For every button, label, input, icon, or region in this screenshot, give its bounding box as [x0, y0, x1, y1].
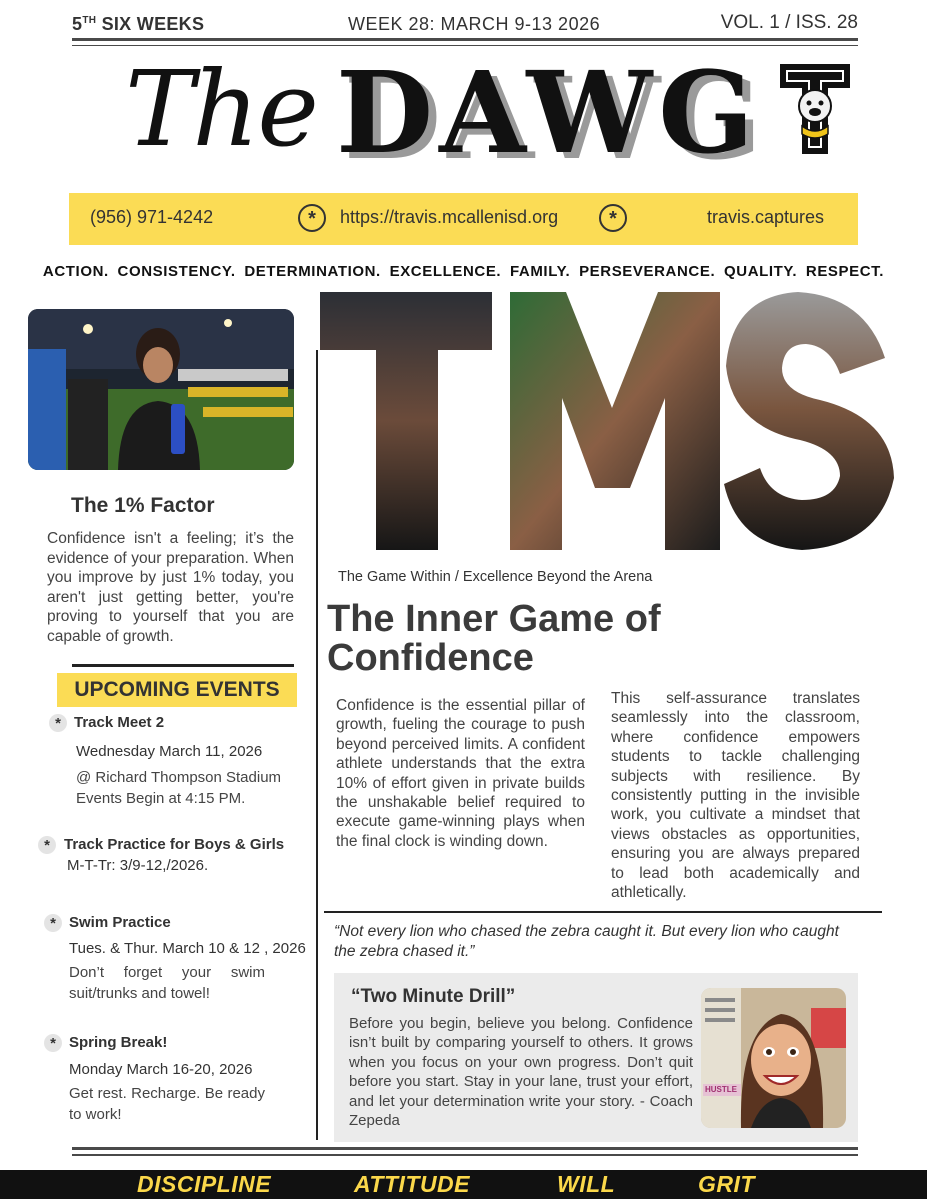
athlete-photo — [28, 309, 294, 470]
header-rule — [72, 38, 858, 46]
event-title: Track Meet 2 — [74, 714, 165, 731]
footer-word-discipline: DISCIPLINE — [137, 1171, 272, 1197]
event-detail: Get rest. Recharge. Be ready to work! — [69, 1085, 265, 1123]
quote-divider — [324, 911, 882, 913]
masthead-the: The — [125, 48, 317, 170]
asterisk-icon: * — [38, 836, 56, 854]
lion-quote: “Not every lion who chased the zebra caught it. But every lion who caught the zebra chased it.” — [334, 923, 839, 960]
issue-info-bar — [72, 12, 858, 38]
social-handle[interactable]: travis.captures — [707, 207, 825, 227]
asterisk-icon: * — [44, 1034, 62, 1052]
event-title: Track Practice for Boys & Girls — [64, 836, 285, 853]
coach-caricature — [701, 988, 846, 1128]
column-divider — [316, 350, 318, 1140]
headline-line1: The Inner Game of — [327, 598, 661, 640]
school-logo — [778, 62, 852, 158]
feature-caption: The Game Within / Excellence Beyond the Arena — [338, 569, 653, 585]
events-heading: UPCOMING EVENTS — [57, 673, 297, 707]
event-date: Wednesday March 11, 2026 — [76, 743, 263, 760]
drill-body: Before you begin, believe you belong. Confidence isn’t built by comparing yourself to others. It grows when you focus on your own progress. Don’t quit before you start. Stay in your lane, trust your effort, and let your determination write your story. - Coach Zepeda — [349, 1015, 693, 1130]
footer-word-will: WILL — [557, 1171, 616, 1197]
masthead-title: DAWG — [336, 48, 760, 179]
drill-title: “Two Minute Drill” — [351, 986, 516, 1007]
contact-bar — [69, 193, 858, 245]
event-title: Swim Practice — [69, 914, 171, 931]
event-date: Tues. & Thur. March 10 & 12 , 2026 — [69, 940, 306, 957]
footer-word-attitude: ATTITUDE — [354, 1171, 471, 1197]
asterisk-icon: * — [49, 714, 67, 732]
asterisk-icon: * — [298, 204, 326, 232]
volume-issue: VOL. 1 / ISS. 28 — [720, 12, 858, 33]
feature-headline — [327, 600, 661, 678]
feature-column-1: Confidence is the essential pillar of growth, fueling the courage to push beyond perceived limits. A confident athlete understands that the extra 10% of effort given in private builds the unshakable belief required to execute game-winning plays when the final clock is winding down. — [336, 697, 585, 850]
event-date: M-T-Tr: 3/9-12,/2026. — [67, 857, 209, 874]
grading-period: 5TH SIX WEEKS — [72, 14, 205, 34]
footer-word-grit: GRIT — [698, 1171, 755, 1197]
hustle-badge: HUSTLE — [705, 1085, 737, 1094]
event-detail: @ Richard Thompson Stadium Events Begin at 4:15 PM. — [76, 769, 282, 807]
feature-column-2: This self-assurance translates seamlessly into the classroom, where confidence empowers students to tackle challenging subjects with resilience. By consistently putting in the invisible work, you cultivate a mindset that views obstacles as opportunities, ensuring you are always prepared to lead both academically and athletically. — [611, 690, 860, 902]
week-label: WEEK 28: MARCH 9-13 2026 — [348, 14, 601, 34]
factor-title: The 1% Factor — [71, 494, 215, 517]
sidebar-divider — [72, 664, 294, 667]
asterisk-icon: * — [44, 914, 62, 932]
footer-rule — [72, 1147, 858, 1156]
tms-photo-letters — [320, 288, 900, 550]
phone-number: (956) 971-4242 — [90, 207, 214, 227]
footer-bar — [0, 1170, 927, 1199]
asterisk-icon: * — [599, 204, 627, 232]
factor-body: Confidence isn't a feeling; it’s the evidence of your preparation. When you improve by just 1% today, you aren't just getting better, you're proving to yourself that you are capable of growth. — [47, 530, 294, 645]
website-link[interactable]: https://travis.mcallenisd.org — [340, 207, 559, 227]
headline-line2: Confidence — [327, 637, 534, 679]
event-title: Spring Break! — [69, 1034, 168, 1051]
event-date: Monday March 16-20, 2026 — [69, 1061, 253, 1078]
core-values: ACTION. CONSISTENCY. DETERMINATION. EXCELLENCE. FAMILY. PERSEVERANCE. QUALITY. RESPECT. — [42, 263, 885, 280]
event-detail: Don’t forget your swim suit/trunks and towel! — [69, 964, 265, 1002]
